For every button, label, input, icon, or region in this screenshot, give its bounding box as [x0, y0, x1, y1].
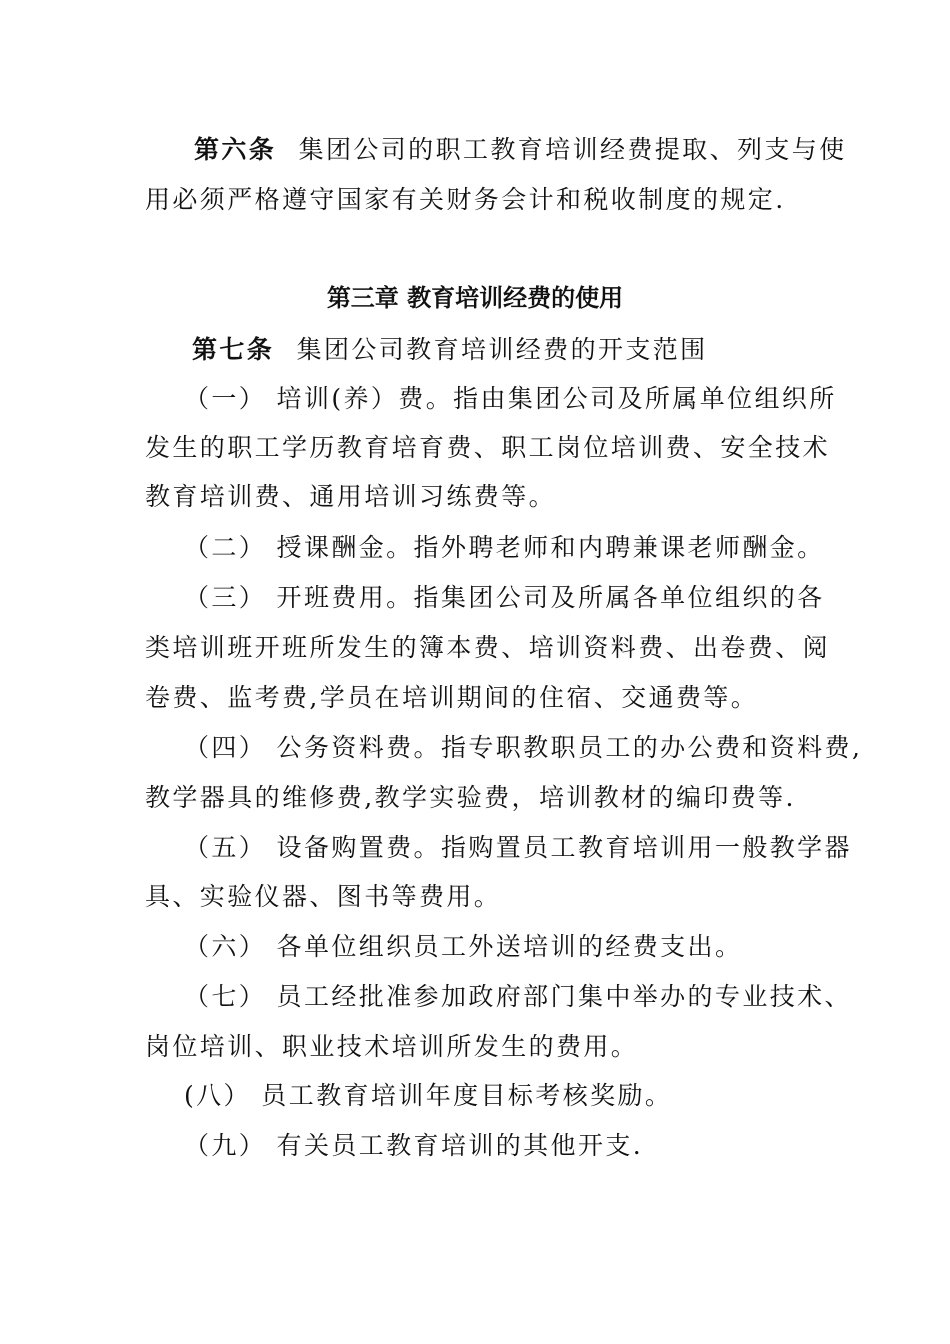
item-9-line1: （九） 有关员工教育培训的其他开支. — [184, 1131, 644, 1160]
item-5-line2: 具、实验仪器、图书等费用。 — [145, 882, 502, 911]
item-8-line1: (八） 员工教育培训年度目标考核奖励。 — [184, 1081, 673, 1110]
item-7-line2: 岗位培训、职业技术培训所发生的费用。 — [145, 1032, 639, 1061]
item-3-line1: （三） 开班费用。指集团公司及所属各单位组织的各 — [184, 583, 825, 612]
item-1-line3: 教育培训费、通用培训习练费等。 — [145, 482, 557, 511]
article7-text: 集团公司教育培训经费的开支范围 — [296, 335, 708, 364]
article6-text-line1: 集团公司的职工教育培训经费提取、列支与使 — [298, 135, 847, 164]
item-3-line3: 卷费、监考费,学员在培训期间的住宿、交通费等。 — [145, 683, 759, 712]
item-5-line1: （五） 设备购置费。指购置员工教育培训用一般教学器 — [184, 833, 852, 862]
item-4-line1: （四） 公务资料费。指专职教职员工的办公费和资料费, — [184, 733, 863, 762]
item-1-line2: 发生的职工学历教育培育费、职工岗位培训费、安全技术 — [145, 433, 831, 462]
item-7-line1: （七） 员工经批准参加政府部门集中举办的专业技术、 — [184, 982, 852, 1011]
article6-line1 — [194, 134, 847, 166]
item-3-line2: 类培训班开班所发生的簿本费、培训资料费、出卷费、阅 — [145, 633, 831, 662]
item-1-line1: （一） 培训(养）费。指由集团公司及所属单位组织所 — [184, 384, 837, 413]
item-6-line1: （六） 各单位组织员工外送培训的经费支出。 — [184, 932, 743, 961]
article6-line2: 用必须严格遵守国家有关财务会计和税收制度的规定. — [145, 185, 786, 214]
item-2-line1: （二） 授课酬金。指外聘老师和内聘兼课老师酬金。 — [184, 533, 825, 562]
chapter-title: 第三章 教育培训经费的使用 — [326, 284, 624, 312]
article6-label: 第六条 — [194, 135, 277, 164]
item-4-line2: 教学器具的维修费,教学实验费，培训教材的编印费等. — [145, 783, 796, 812]
article7-line — [192, 334, 708, 366]
article7-label: 第七条 — [192, 335, 275, 364]
